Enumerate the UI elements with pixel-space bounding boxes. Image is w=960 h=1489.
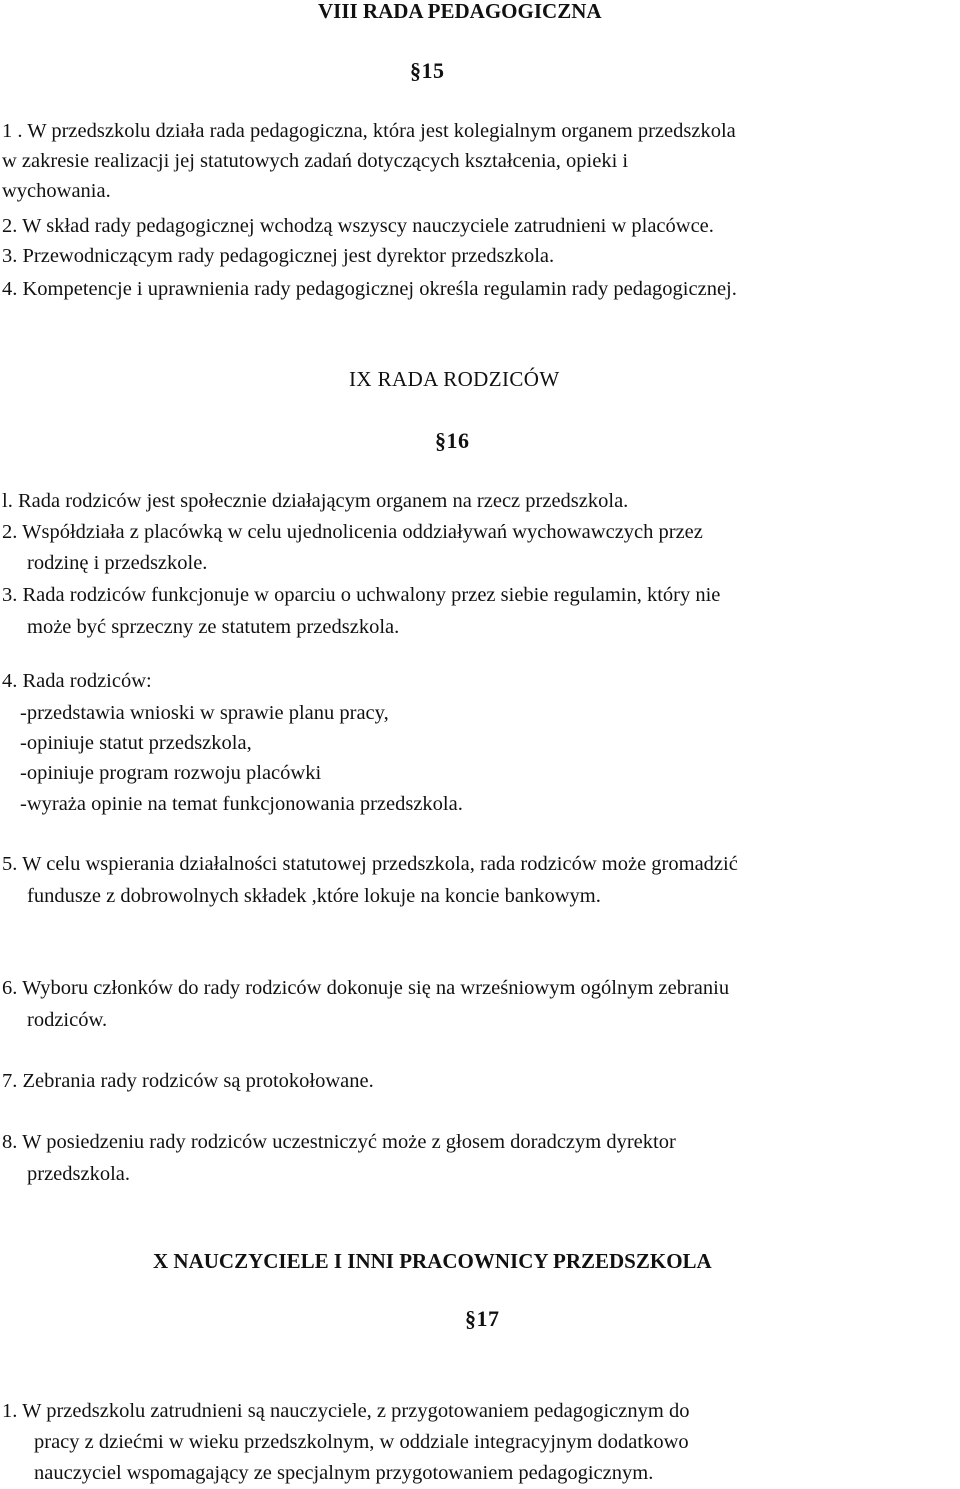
section-heading-viii: VIII RADA PEDAGOGICZNA <box>318 0 602 23</box>
section9-line-7: -przedstawia wnioski w sprawie planu pracy, <box>20 702 389 724</box>
section8-line-5: 3. Przewodniczącym rady pedagogicznej jest dyrektor przedszkola. <box>2 245 555 267</box>
section10-line-1: 1. W przedszkolu zatrudnieni są nauczyciele, z przygotowaniem pedagogicznym do <box>2 1400 690 1422</box>
section9-line-8: -opiniuje statut przedszkola, <box>20 732 252 754</box>
section10-line-2: pracy z dziećmi w wieku przedszkolnym, w oddziale integracyjnym dodatkowo <box>34 1431 689 1453</box>
section9-line-5: może być sprzeczny ze statutem przedszkola. <box>27 616 400 638</box>
section9-line-1: l. Rada rodziców jest społecznie działającym organem na rzecz przedszkola. <box>2 490 629 512</box>
paragraph-number-17: §17 <box>465 1306 500 1331</box>
section9-line-10: -wyraża opinie na temat funkcjonowania przedszkola. <box>20 793 463 815</box>
section9-line-4: 3. Rada rodziców funkcjonuje w oparciu o uchwalony przez siebie regulamin, który nie <box>2 584 721 606</box>
section9-line-11: 5. W celu wspierania działalności statutowej przedszkola, rada rodziców może gromadzić <box>2 853 738 875</box>
paragraph-number-16: §16 <box>435 428 470 453</box>
section9-line-3: rodzinę i przedszkole. <box>27 552 208 574</box>
section9-line-17: przedszkola. <box>27 1163 131 1185</box>
section8-line-4: 2. W skład rady pedagogicznej wchodzą wszyscy nauczyciele zatrudnieni w placówce. <box>2 215 714 237</box>
section9-line-14: rodziców. <box>27 1009 108 1031</box>
section9-line-9: -opiniuje program rozwoju placówki <box>20 762 322 784</box>
section9-line-13: 6. Wyboru członków do rady rodziców dokonuje się na wrześniowym ogólnym zebraniu <box>2 977 730 999</box>
section9-line-2: 2. Współdziała z placówką w celu ujednolicenia oddziaływań wychowawczych przez <box>2 521 703 543</box>
paragraph-number-15: §15 <box>410 58 445 83</box>
section9-line-16: 8. W posiedzeniu rady rodziców uczestniczyć może z głosem doradczym dyrektor <box>2 1131 676 1153</box>
section10-line-3: nauczyciel wspomagający ze specjalnym przygotowaniem pedagogicznym. <box>34 1462 654 1484</box>
section8-line-3: wychowania. <box>2 180 111 202</box>
section8-line-2: w zakresie realizacji jej statutowych zadań dotyczących kształcenia, opieki i <box>2 150 629 172</box>
section8-line-6: 4. Kompetencje i uprawnienia rady pedagogicznej określa regulamin rady pedagogicznej. <box>2 278 737 300</box>
section9-line-6: 4. Rada rodziców: <box>2 670 152 692</box>
section8-line-1: 1 . W przedszkolu działa rada pedagogiczna, która jest kolegialnym organem przedszkola <box>2 120 736 142</box>
section9-line-12: fundusze z dobrowolnych składek ,które lokuje na koncie bankowym. <box>27 885 601 907</box>
section-heading-x: X NAUCZYCIELE I INNI PRACOWNICY PRZEDSZKOLA <box>153 1249 712 1273</box>
section-heading-ix: IX RADA RODZICÓW <box>349 367 560 391</box>
section9-line-15: 7. Zebrania rady rodziców są protokołowane. <box>2 1070 374 1092</box>
